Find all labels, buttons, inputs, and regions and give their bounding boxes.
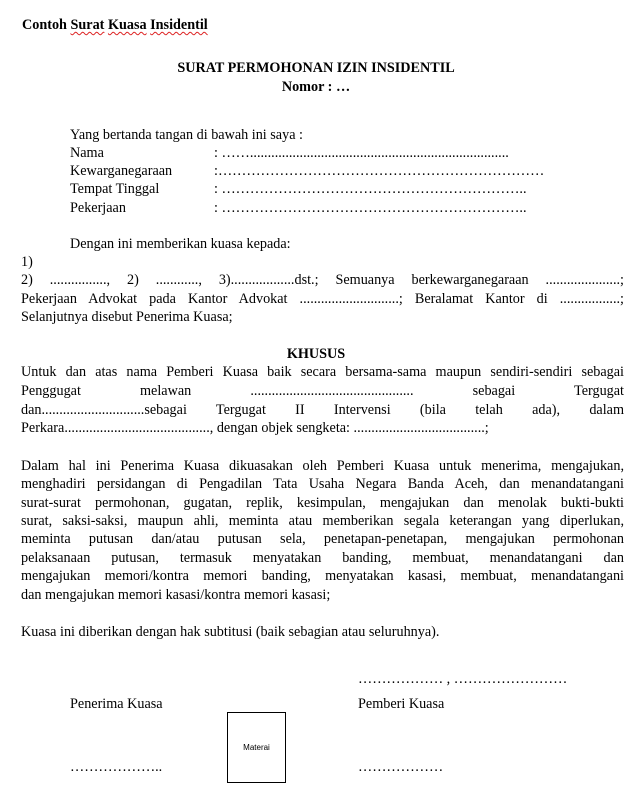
paragraph-khusus-line: Penggugat melawan .............................................. sebagai Tergugat xyxy=(21,383,624,399)
paragraph-substitusi: Kuasa ini diberikan dengan hak subtitusi (baik sebagian atau seluruhnya). xyxy=(21,624,440,640)
field-label-pekerjaan: Pekerjaan xyxy=(70,200,126,216)
paragraph-wewenang-line: surat-surat permohonan, gugatan, replik, kesimpulan, mengajukan dan menolak bukti-bukti xyxy=(21,495,624,511)
document-title: SURAT PERMOHONAN IZIN INSIDENTIL xyxy=(177,60,455,76)
paragraph-khusus-line: dan.............................sebagai Tergugat II Intervensi (bila telah ada), dalam xyxy=(21,402,624,418)
paragraph-wewenang-line: surat, saksi-saksi, maupun ahli, meminta atau memberikan segala keterangan yang diperlukan, xyxy=(21,513,624,529)
field-value-tempat-tinggal: : ……………………………………………………….. xyxy=(214,181,527,197)
place-date-line: ……………… , …………………… xyxy=(358,671,568,687)
signature-label-pemberi: Pemberi Kuasa xyxy=(358,696,445,712)
materai-label: Materai xyxy=(243,743,270,752)
document-heading: Contoh Surat Kuasa Insidentil xyxy=(22,17,208,33)
paragraph-wewenang-line: Dalam hal ini Penerima Kuasa dikuasakan oleh Pemberi Kuasa untuk menerima, mengajukan, xyxy=(21,458,624,474)
paragraph-wewenang-line: pelaksanaan putusan, termasuk menyatakan banding, membuat, menandatangani dan xyxy=(21,550,624,566)
paragraph-khusus-line: Perkara........................................., dengan objek sengketa: .....................................; xyxy=(21,420,489,436)
paragraph-wewenang-line: dan mengajukan memori kasasi/kontra memori kasasi; xyxy=(21,587,331,603)
paragraph-wewenang-line: menghadiri persidangan di Pengadilan Tata Usaha Negara Banda Aceh, dan menandatangani xyxy=(21,476,624,492)
paragraph-penerima-line: 2) ................, 2) ............, 3)..................dst.; Semuanya berkewarganegaraan .....................; xyxy=(21,272,624,288)
list-item-one: 1) xyxy=(21,254,33,270)
heading-word-insidentil: Insidentil xyxy=(150,17,208,33)
paragraph-wewenang-line: mengajukan memori/kontra memori banding, menyatakan kasasi, membuat, menandatangani xyxy=(21,568,624,584)
paragraph-wewenang-line: meminta putusan dan/atau putusan sela, penetapan-penetapan, mengajukan permohonan xyxy=(21,531,624,547)
signature-label-penerima: Penerima Kuasa xyxy=(70,696,163,712)
field-label-nama: Nama xyxy=(70,145,104,161)
paragraph-khusus-line: Untuk dan atas nama Pemberi Kuasa baik secara bersama-sama maupun sendiri-sendiri sebagai xyxy=(21,364,624,380)
heading-word-kuasa: Kuasa xyxy=(107,17,147,33)
field-value-pekerjaan: : ……………………………………………………….. xyxy=(214,200,527,216)
signature-line-penerima: ……………….. xyxy=(70,759,163,775)
section-khusus: KHUSUS xyxy=(286,346,346,362)
paragraph-penerima-line: Pekerjaan Advokat pada Kantor Advokat ............................; Beralamat Kantor di .................; xyxy=(21,291,624,307)
field-label-kewarganegaraan: Kewarganegaraan xyxy=(70,163,173,179)
intro-text: Yang bertanda tangan di bawah ini saya : xyxy=(70,127,303,143)
kuasa-intro: Dengan ini memberikan kuasa kepada: xyxy=(70,236,291,252)
paragraph-penerima-line: Selanjutnya disebut Penerima Kuasa; xyxy=(21,309,233,325)
field-label-tempat-tinggal: Tempat Tinggal xyxy=(70,181,160,197)
document-number: Nomor : … xyxy=(281,79,351,95)
heading-word-surat: Surat xyxy=(70,17,105,33)
field-value-kewarganegaraan: :…………………………………………………………… xyxy=(214,163,545,179)
field-value-nama: : ……......................................................................... xyxy=(214,145,509,161)
signature-line-pemberi: ……………… xyxy=(358,759,444,775)
materai-stamp-box xyxy=(227,712,286,783)
